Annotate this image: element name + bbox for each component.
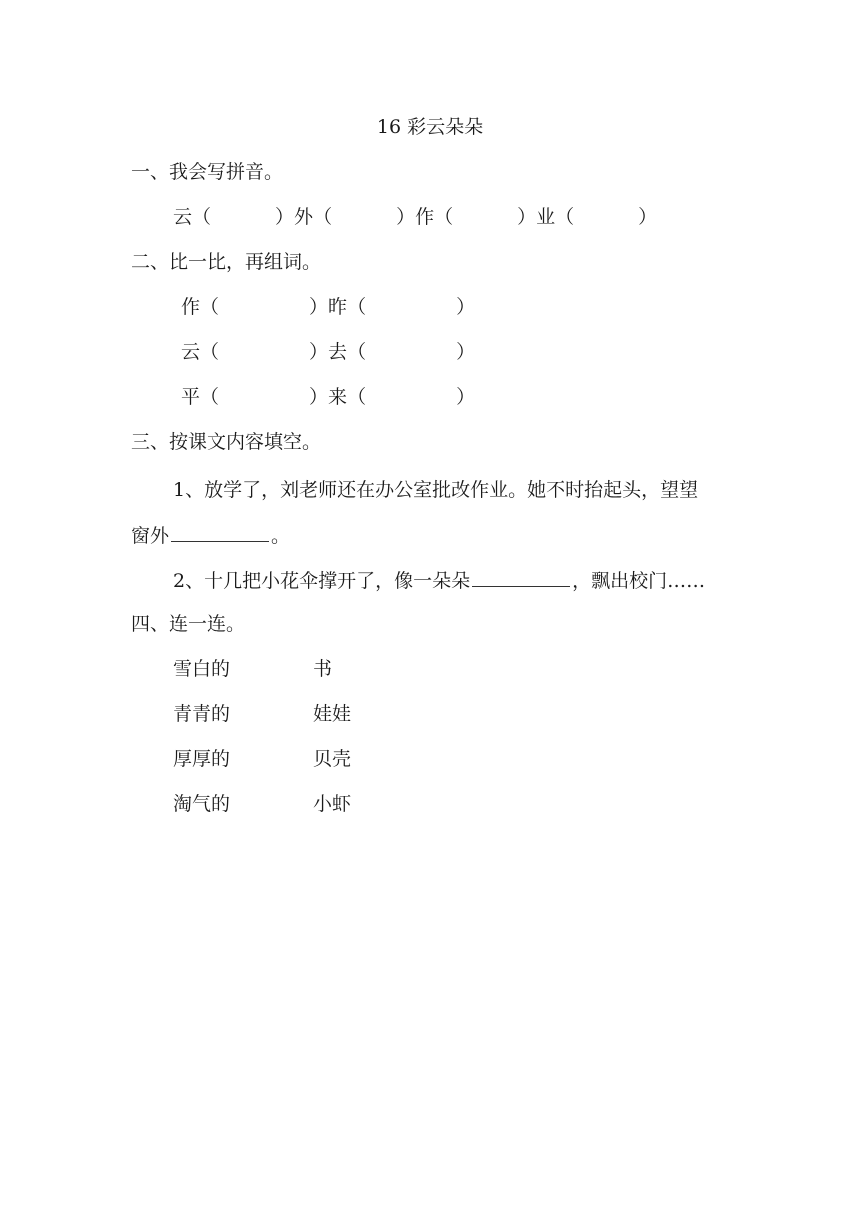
match-left-item[interactable]: 淘气的 (173, 793, 231, 815)
match-right-item[interactable]: 书 (313, 658, 333, 680)
paren-open: （ (347, 341, 367, 363)
pinyin-char: 作 (415, 206, 435, 228)
page-title: 16 彩云朵朵 (376, 116, 484, 138)
question-text: 窗外 (131, 525, 170, 547)
paren-close: ） (456, 296, 476, 318)
paren-open: （ (200, 341, 220, 363)
compare-char: 来 (328, 386, 348, 408)
question-1-line-1: 1、放学了，刘老师还在办公室批改作业。她不时抬起头，望望 (173, 479, 699, 501)
match-left-item[interactable]: 雪白的 (173, 658, 231, 680)
fill-blank[interactable] (472, 570, 570, 587)
section-1-heading: 一、我会写拼音。 (131, 161, 284, 183)
section-3-heading: 三、按课文内容填空。 (131, 431, 322, 453)
paren-close: ） (309, 386, 329, 408)
question-text: 2、十几把小花伞撑开了，像一朵朵 (173, 570, 471, 592)
match-right-item[interactable]: 贝壳 (313, 748, 352, 770)
paren-open: （ (313, 206, 333, 228)
compare-row (181, 298, 475, 317)
compare-char: 云 (181, 341, 201, 363)
paren-open: （ (192, 206, 212, 228)
paren-close: ） (517, 206, 537, 228)
section-4-heading: 四、连一连。 (131, 613, 246, 635)
paren-open: （ (200, 386, 220, 408)
paren-close: ） (309, 341, 329, 363)
compare-char: 昨 (328, 296, 348, 318)
paren-open: （ (555, 206, 575, 228)
pinyin-row (173, 208, 657, 227)
compare-char: 去 (328, 341, 348, 363)
question-text: 。 (271, 525, 291, 547)
paren-close: ） (456, 341, 476, 363)
compare-row (181, 388, 475, 407)
match-left-item[interactable]: 厚厚的 (173, 748, 231, 770)
compare-char: 平 (181, 386, 201, 408)
fill-blank[interactable] (171, 525, 269, 542)
question-1-line-2 (131, 525, 290, 546)
paren-open: （ (347, 386, 367, 408)
match-left-item[interactable]: 青青的 (173, 703, 231, 725)
paren-open: （ (347, 296, 367, 318)
match-right-item[interactable]: 娃娃 (313, 703, 352, 725)
compare-char: 作 (181, 296, 201, 318)
pinyin-char: 云 (173, 206, 193, 228)
paren-close: ） (456, 386, 476, 408)
paren-close: ） (309, 296, 329, 318)
compare-row (181, 343, 475, 362)
paren-close: ） (275, 206, 295, 228)
pinyin-char: 外 (294, 206, 314, 228)
paren-close: ） (396, 206, 416, 228)
section-2-heading: 二、比一比，再组词。 (131, 251, 322, 273)
paren-open: （ (200, 296, 220, 318)
paren-close: ） (638, 206, 658, 228)
pinyin-char: 业 (536, 206, 556, 228)
paren-open: （ (434, 206, 454, 228)
question-2 (173, 570, 705, 591)
question-text: ，飘出校门…… (572, 570, 706, 592)
match-right-item[interactable]: 小虾 (313, 793, 352, 815)
